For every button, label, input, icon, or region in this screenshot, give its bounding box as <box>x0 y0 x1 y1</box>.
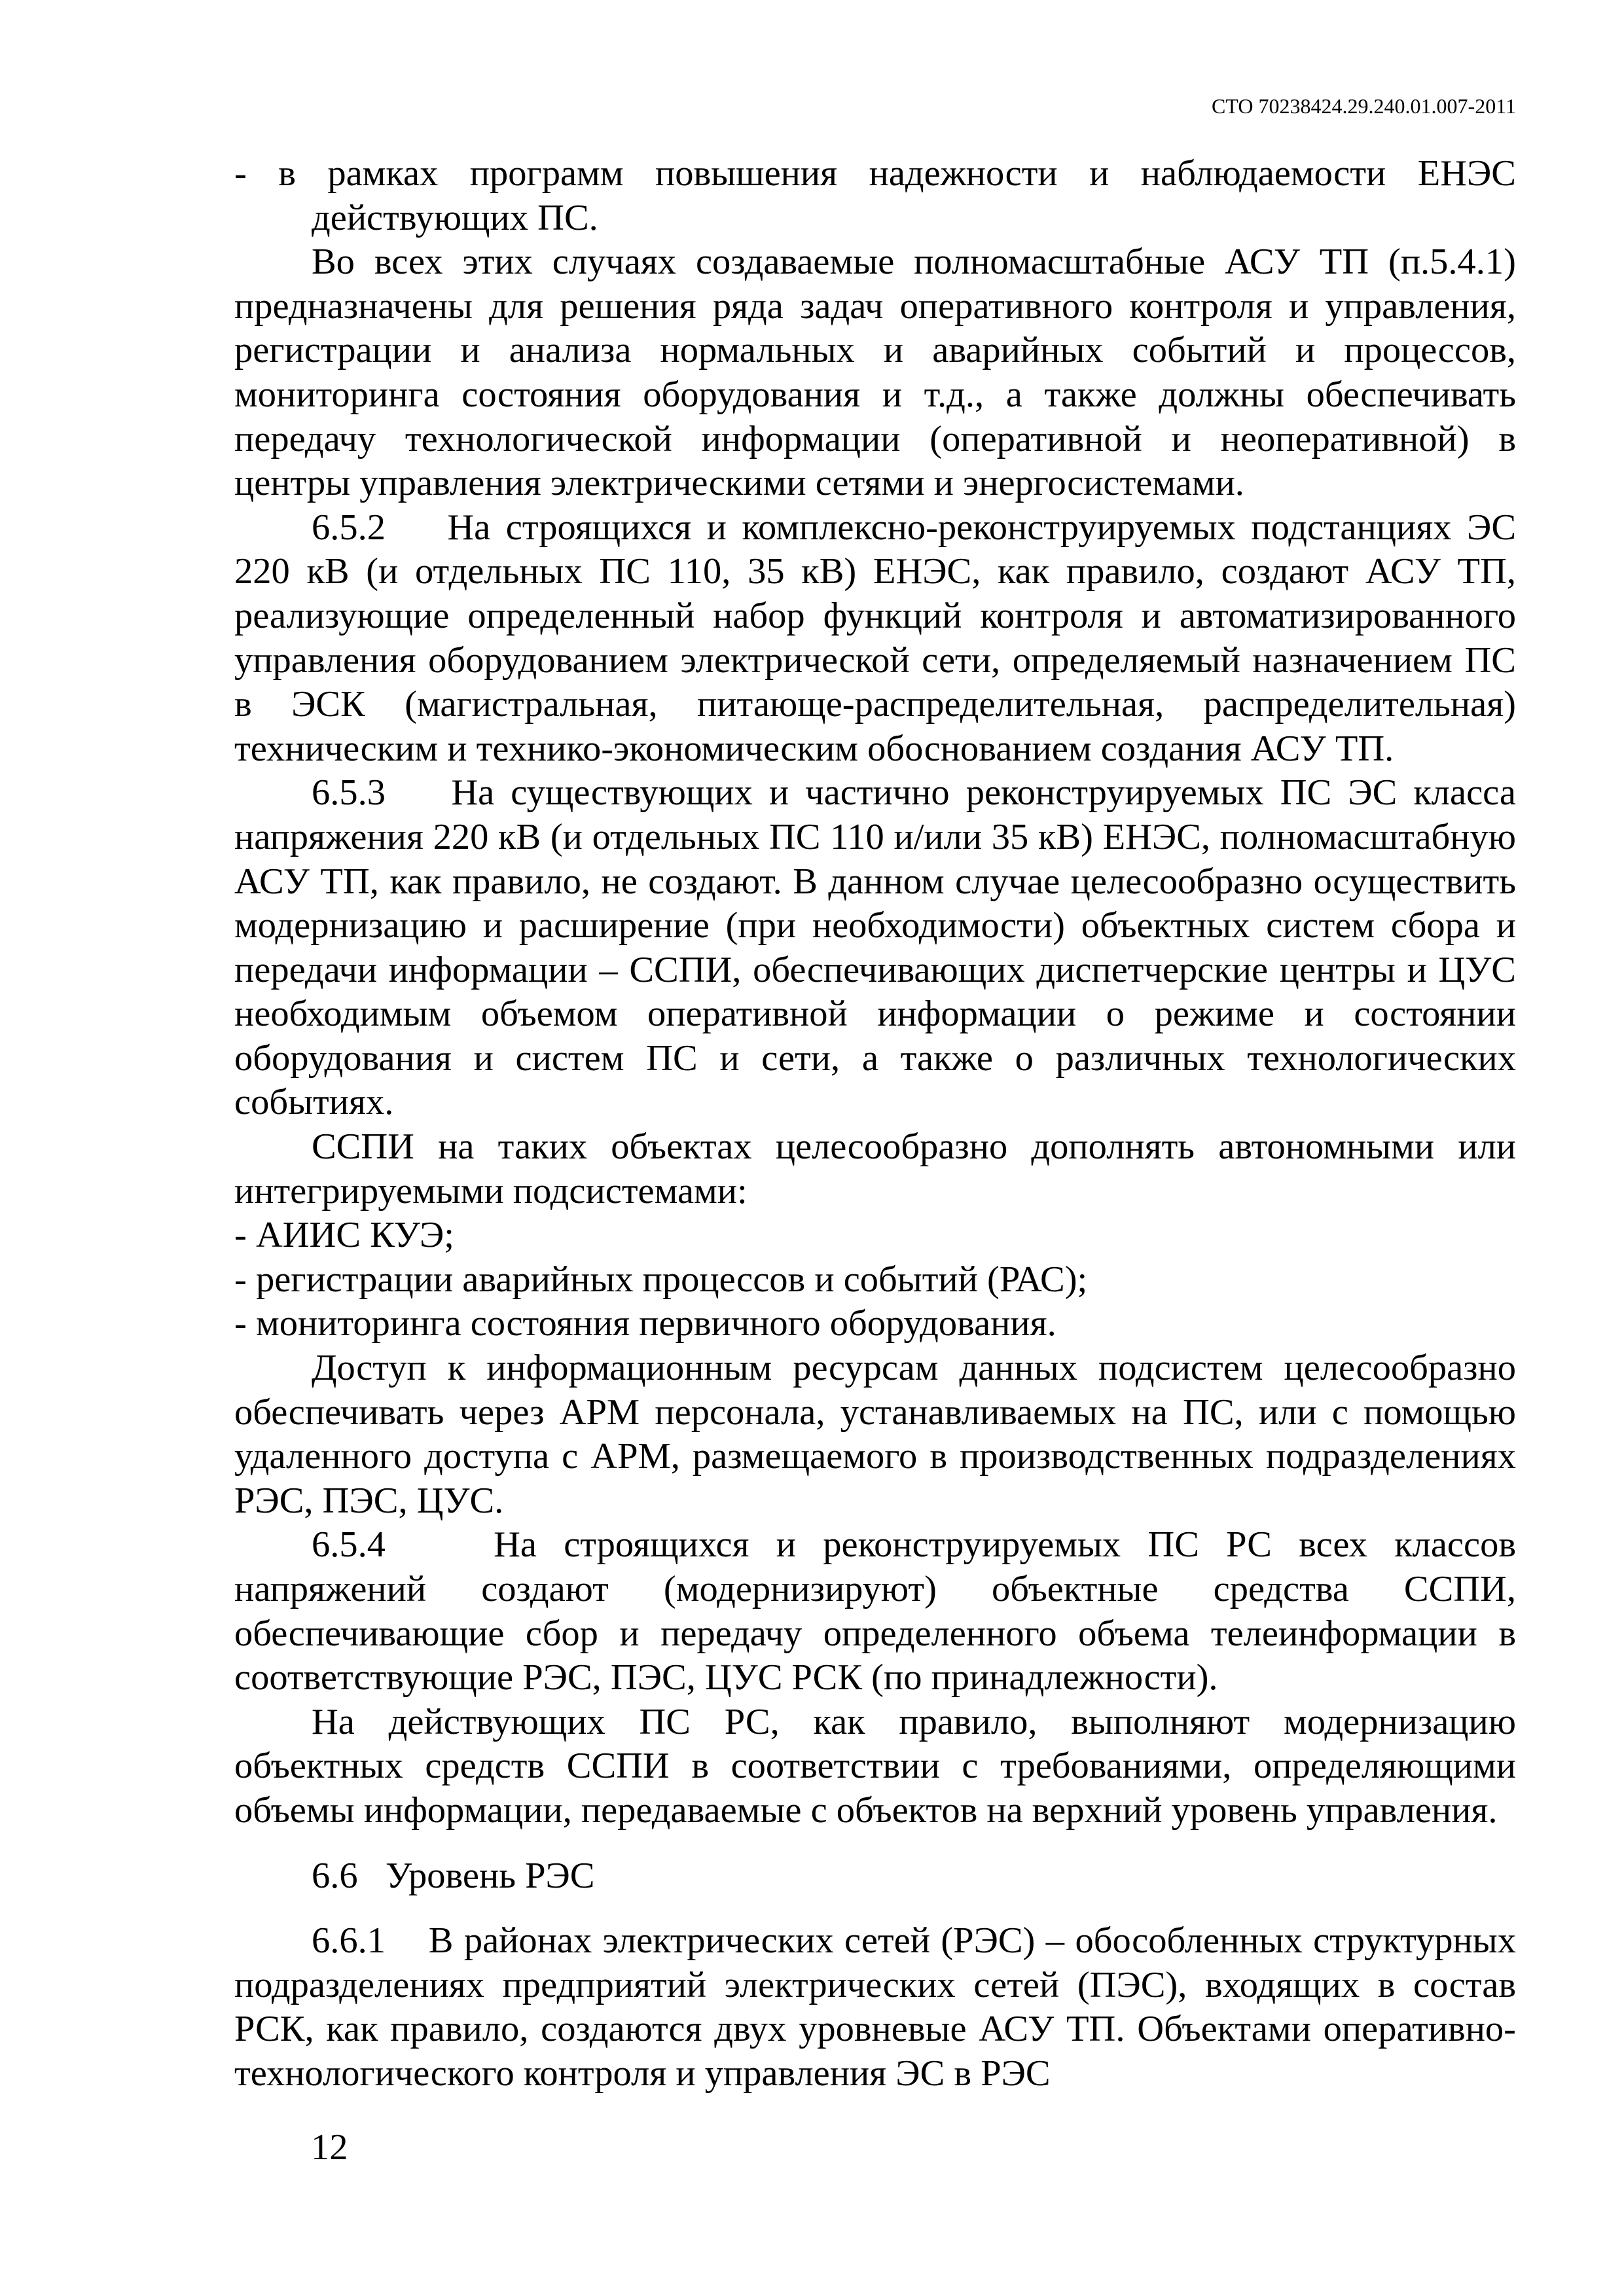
clause-text: На строящихся и комплексно-реконструируемых подстанциях ЭС 220 кВ (и отдельных ПС 110, 35 кВ) ЕНЭС, как правило, создают АСУ ТП, реализующие определенный набор функций контроля и автоматизированного управления оборудованием электрической сети, определяемый назначением ПС в ЭСК (магистральная, питающе-распределительная, распределительная) техническим и технико-экономическим обоснованием создания АСУ ТП. <box>234 507 1517 769</box>
clause-text: В районах электрических сетей (РЭС) – обособленных структурных подразделениях предприятий электрических сетей (ПЭС), входящих в состав РСК, как правило, создаются двух уровневые АСУ ТП. Объектами оперативно-технологического контроля и управления ЭС в РЭС <box>234 1920 1516 2094</box>
clause-6-5-2 <box>234 506 1516 772</box>
section-heading-6-6 <box>234 1854 1516 1899</box>
clause-number: 6.6.1 <box>312 1920 386 1962</box>
clause-text: На существующих и частично реконструируемых ПС ЭС класса напряжения 220 кВ (и отдельных ПС 110 и/или 35 кВ) ЕНЭС, полномасштабную АСУ ТП, как правило, не создают. В данном случае целесообразно осуществить модернизацию и расширение (при необходимости) объектных систем сбора и передачи информации – ССПИ, обеспечивающих диспетчерские центры и ЦУС необходимым объемом оперативной информации о режиме и состоянии оборудования и систем ПС и сети, а также о различных технологических событиях. <box>234 772 1516 1123</box>
clause-number: 6.5.4 <box>312 1524 386 1566</box>
list-item: - регистрации аварийных процессов и событий (РАС); <box>234 1259 1088 1300</box>
list-item: - в рамках программ повышения надежности и наблюдаемости ЕНЭС действующих ПС. <box>234 153 1516 238</box>
document-code: СТО 70238424.29.240.01.007-2011 <box>1211 94 1516 118</box>
clause-6-5-3 <box>234 771 1516 1125</box>
paragraph: ССПИ на таких объектах целесообразно дополнять автономными или интегрируемыми подсистемами: <box>234 1126 1516 1211</box>
page-number: 12 <box>311 2127 348 2168</box>
paragraph: Во всех этих случаях создаваемые полномасштабные АСУ ТП (п.5.4.1) предназначены для решения ряда задач оперативного контроля и управления, регистрации и анализа нормальных и аварийных событий и процессов, мониторинга состояния оборудования и т.д., а также должны обеспечивать передачу технологической информации (оперативной и неоперативной) в центры управления электрическими сетями и энергосистемами. <box>234 242 1516 504</box>
section-number: 6.6 <box>312 1855 358 1896</box>
paragraph: Доступ к информационным ресурсам данных подсистем целесообразно обеспечивать через АРМ персонала, устанавливаемых на ПС, или с помощью удаленного доступа с АРМ, размещаемого в производственных подразделениях РЭС, ПЭС, ЦУС. <box>234 1348 1516 1521</box>
list-item: - мониторинга состояния первичного оборудования. <box>234 1303 1056 1344</box>
section-title: Уровень РЭС <box>386 1855 595 1896</box>
clause-number: 6.5.2 <box>312 507 386 548</box>
clause-text: На строящихся и реконструируемых ПС РС всех классов напряжений создают (модернизируют) объектные средства ССПИ, обеспечивающие сбор и передачу определенного объема телеинформации в соответствующие РЭС, ПЭС, ЦУС РСК (по принадлежности). <box>234 1524 1517 1698</box>
clause-6-6-1 <box>234 1919 1516 2096</box>
clause-number: 6.5.3 <box>312 772 386 814</box>
clause-6-5-4 <box>234 1523 1516 1700</box>
page-body <box>234 152 1516 2096</box>
paragraph: На действующих ПС РС, как правило, выполняют модернизацию объектных средств ССПИ в соответствии с требованиями, определяющими объемы информации, передаваемые с объектов на верхний уровень управления. <box>234 1701 1516 1831</box>
list-item: - АИИС КУЭ; <box>234 1215 454 1256</box>
